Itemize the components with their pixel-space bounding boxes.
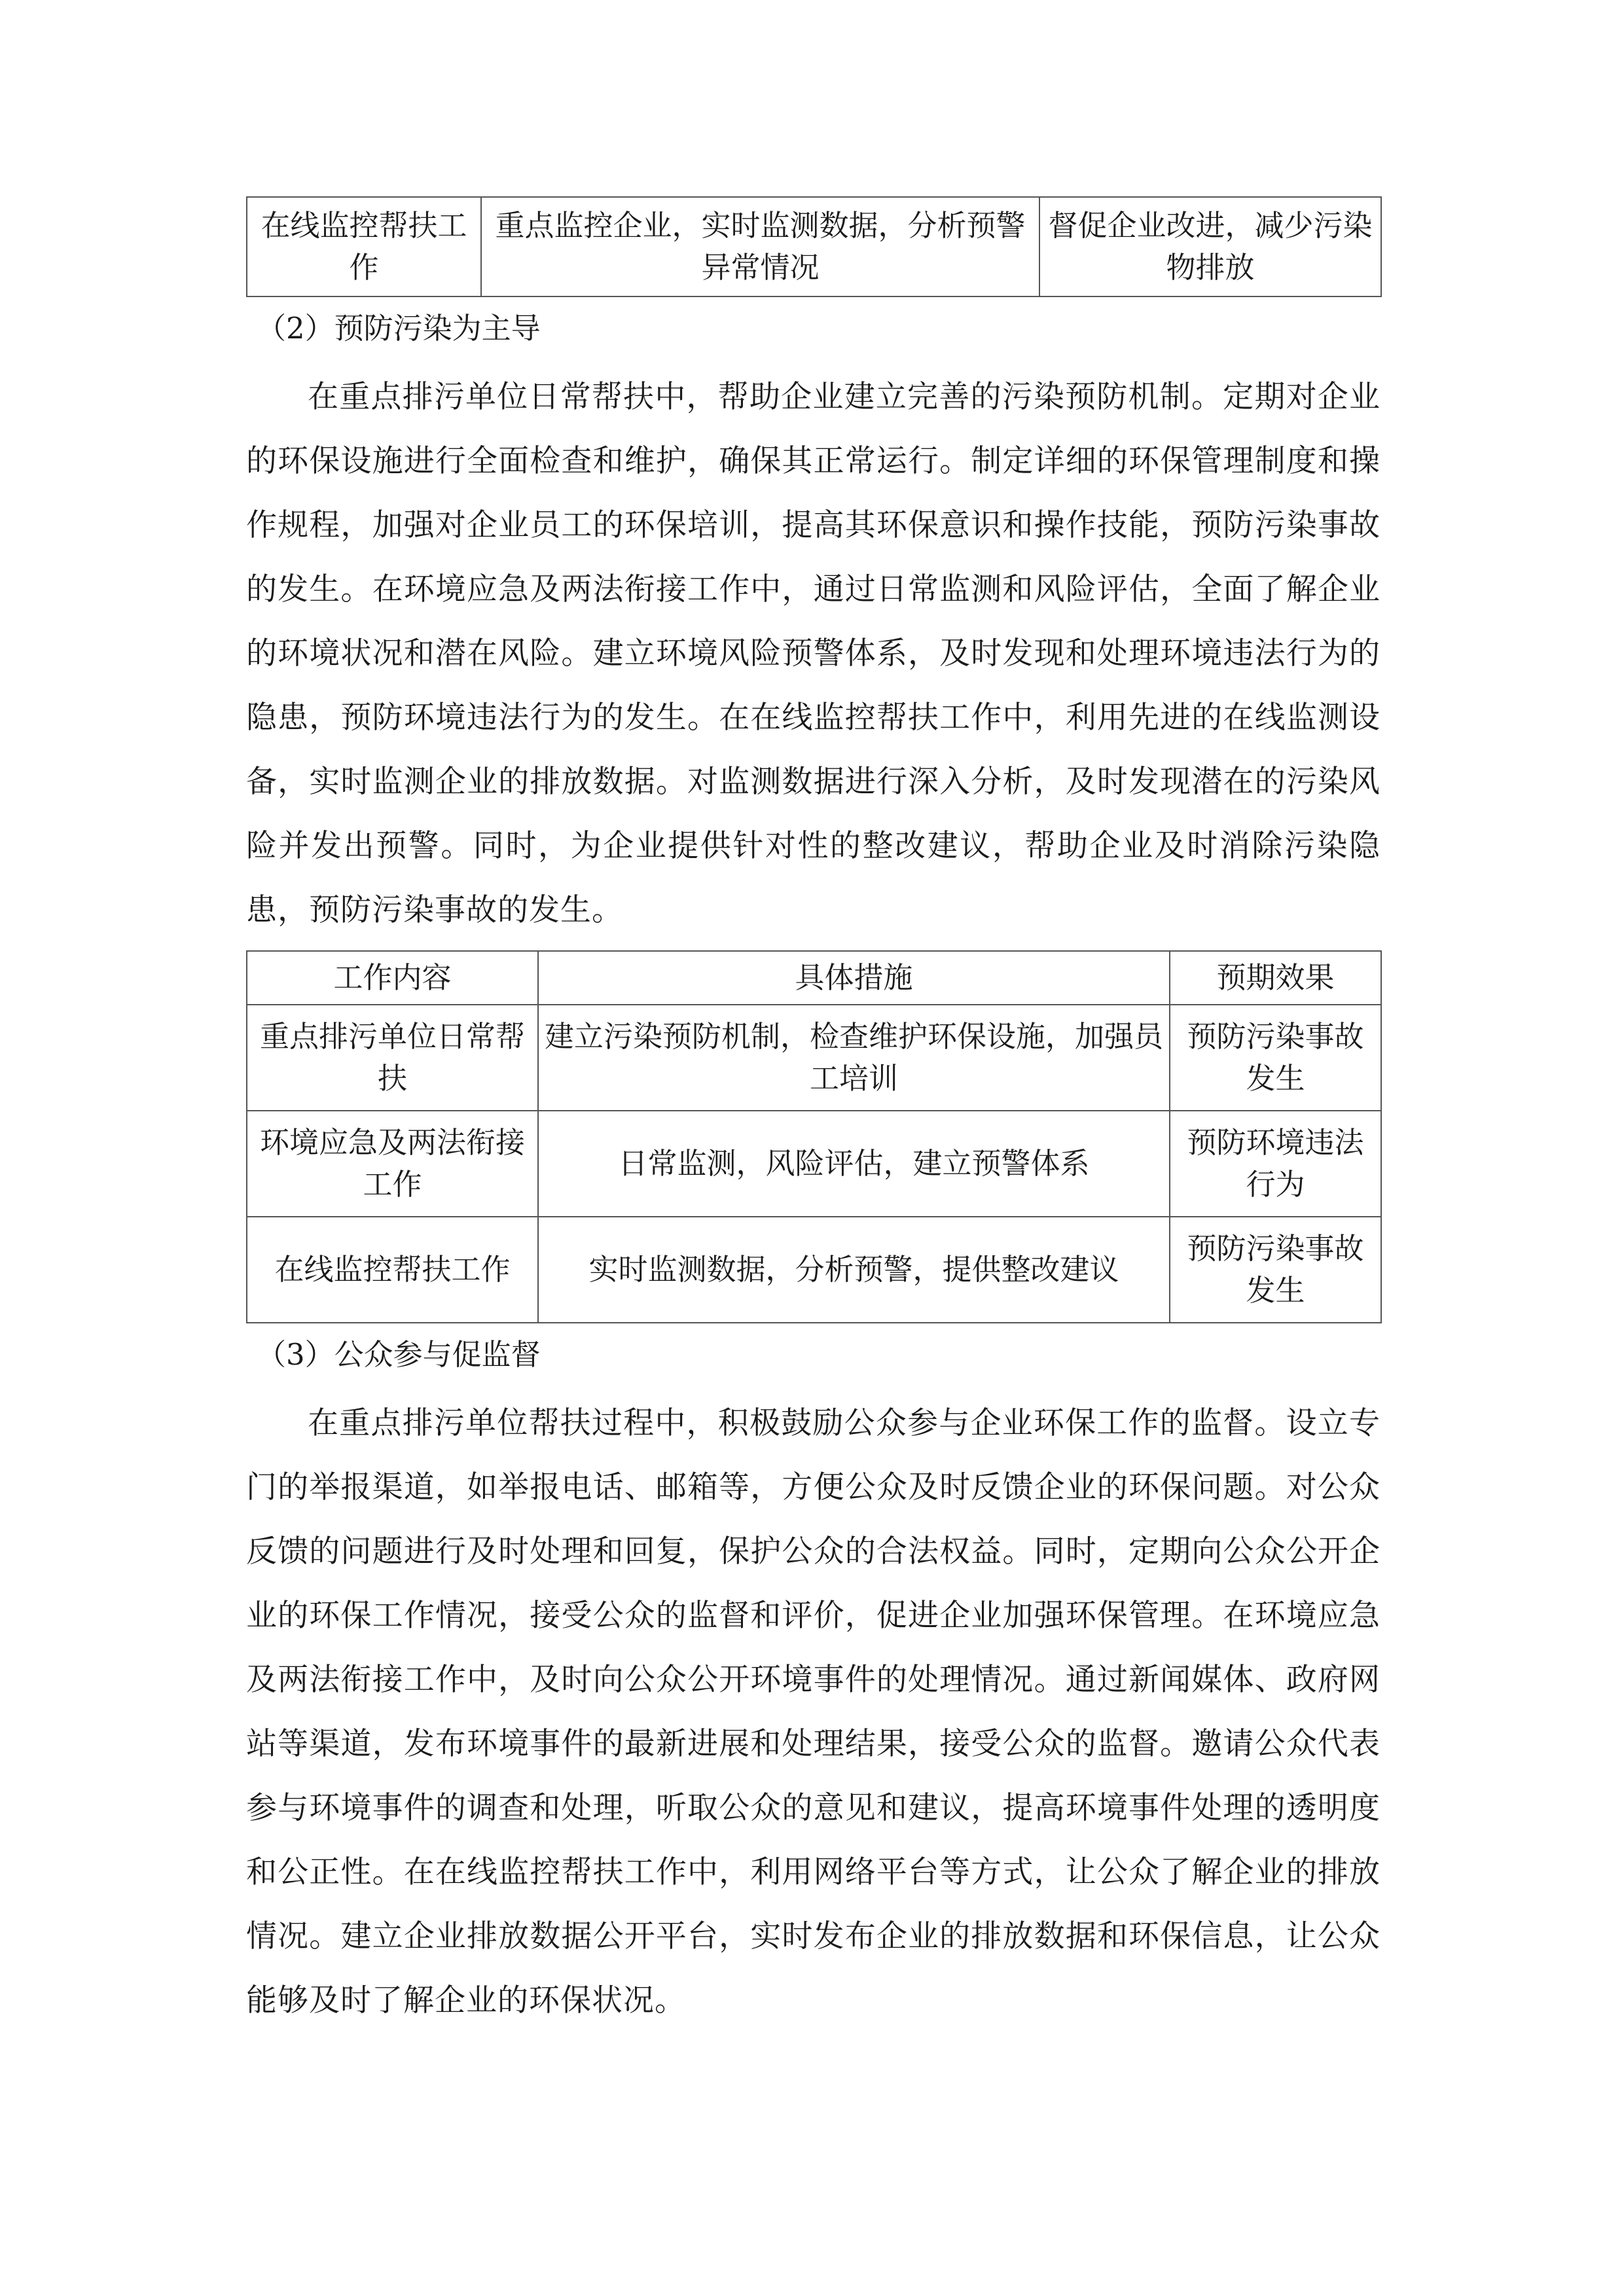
- section-paragraph-2: 在重点排污单位日常帮扶中，帮助企业建立完善的污染预防机制。定期对企业的环保设施进行全面检查和维护，确保其正常运行。制定详细的环保管理制度和操作规程，加强对企业员工的环保培训，提高其环保意识和操作技能，预防污染事故的发生。在环境应急及两法衔接工作中，通过日常监测和风险评估，全面了解企业的环境状况和潜在风险。建立环境风险预警体系，及时发现和处理环境违法行为的隐患，预防环境违法行为的发生。在在线监控帮扶工作中，利用先进的在线监测设备，实时监测企业的排放数据。对监测数据进行深入分析，及时发现潜在的污染风险并发出预警。同时，为企业提供针对性的整改建议，帮助企业及时消除污染隐患，预防污染事故的发生。: [246, 379, 1380, 928]
- table-row: [247, 1005, 1381, 1111]
- document-page: [246, 196, 1380, 2033]
- table-header-row: [247, 951, 1381, 1005]
- table-header-cell: 具体措施: [538, 951, 1170, 1005]
- table-cell: 在线监控帮扶工作: [247, 1217, 538, 1323]
- section-heading-3: （3）公众参与促监督: [257, 1337, 541, 1372]
- table-header-cell: 工作内容: [247, 951, 538, 1005]
- table-row: [247, 197, 1381, 296]
- table-cell: 重点监控企业，实时监测数据，分析预警异常情况: [481, 197, 1039, 296]
- table-header-cell: 预期效果: [1170, 951, 1381, 1005]
- table-cell: 督促企业改进，减少污染物排放: [1039, 197, 1381, 296]
- table-cell: 环境应急及两法衔接工作: [247, 1111, 538, 1217]
- table-row: [247, 1217, 1381, 1323]
- section-paragraph-3: 在重点排污单位帮扶过程中，积极鼓励公众参与企业环保工作的监督。设立专门的举报渠道，如举报电话、邮箱等，方便公众及时反馈企业的环保问题。对公众反馈的问题进行及时处理和回复，保护公众的合法权益。同时，定期向公众公开企业的环保工作情况，接受公众的监督和评价，促进企业加强环保管理。在环境应急及两法衔接工作中，及时向公众公开环境事件的处理情况。通过新闻媒体、政府网站等渠道，发布环境事件的最新进展和处理结果，接受公众的监督。邀请公众代表参与环境事件的调查和处理，听取公众的意见和建议，提高环境事件处理的透明度和公正性。在在线监控帮扶工作中，利用网络平台等方式，让公众了解企业的排放情况。建立企业排放数据公开平台，实时发布企业的排放数据和环保信息，让公众能够及时了解企业的环保状况。: [246, 1405, 1380, 2018]
- table-cell: 预防环境违法行为: [1170, 1111, 1381, 1217]
- section-heading-2: （2）预防污染为主导: [257, 311, 541, 346]
- table-row: [247, 1111, 1381, 1217]
- table-top-fragment: [246, 196, 1382, 297]
- table-cell: 预防污染事故发生: [1170, 1217, 1381, 1323]
- table-cell: 实时监测数据，分析预警，提供整改建议: [538, 1217, 1170, 1323]
- table-cell: 预防污染事故发生: [1170, 1005, 1381, 1111]
- measures-table: [246, 950, 1382, 1323]
- table-cell: 日常监测，风险评估，建立预警体系: [538, 1111, 1170, 1217]
- table-cell: 建立污染预防机制，检查维护环保设施，加强员工培训: [538, 1005, 1170, 1111]
- table-cell: 在线监控帮扶工作: [247, 197, 481, 296]
- table-cell: 重点排污单位日常帮扶: [247, 1005, 538, 1111]
